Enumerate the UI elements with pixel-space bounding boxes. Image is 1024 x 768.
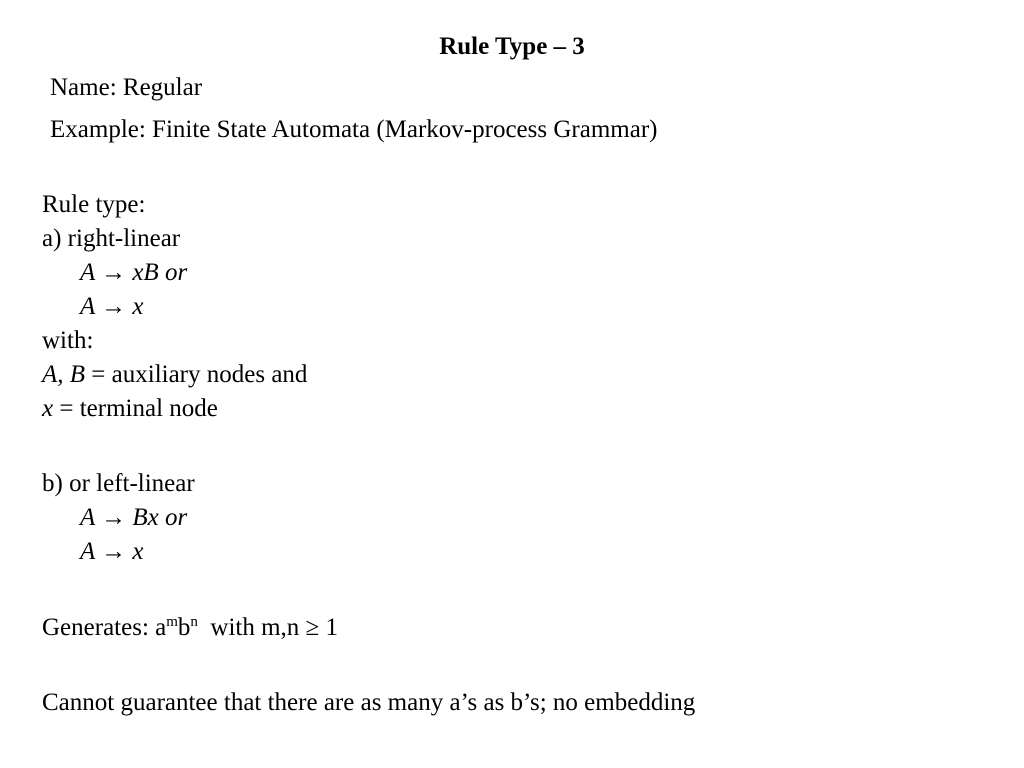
- generates-line: [42, 612, 338, 644]
- rule-lhs: A: [80, 293, 95, 320]
- generates-prefix: Generates: a: [42, 614, 167, 641]
- conclusion-line: Cannot guarantee that there are as many a’s as b’s; no embedding: [42, 689, 696, 716]
- name-line: Name: Regular: [50, 74, 203, 101]
- definition-equals: =: [85, 361, 112, 388]
- definition-symbol: x: [42, 395, 54, 422]
- rule-connector: or: [164, 504, 188, 531]
- definition-text: terminal node: [79, 395, 218, 422]
- rule-rhs: x: [132, 538, 144, 565]
- part-a-rule-1: [80, 257, 187, 289]
- rule-rhs: x: [132, 293, 144, 320]
- rule-lhs: A: [80, 504, 95, 531]
- rule-rhs: Bx: [132, 504, 159, 531]
- generates-suffix: with m,n ≥ 1: [197, 614, 339, 641]
- example-line: Example: Finite State Automata (Markov-process Grammar): [50, 116, 658, 143]
- definition-text: auxiliary nodes and: [111, 361, 308, 388]
- slide-title: Rule Type – 3: [439, 33, 585, 60]
- rule-type-label: Rule type:: [42, 191, 146, 218]
- part-b-rule-2: [80, 536, 143, 568]
- rule-lhs: A: [80, 259, 95, 286]
- part-b-label: b) or left-linear: [42, 470, 195, 497]
- arrow-symbol: →: [101, 504, 127, 531]
- exponent-m: m: [166, 614, 178, 630]
- arrow-symbol: →: [101, 259, 127, 286]
- arrow-symbol: →: [101, 293, 127, 320]
- rule-lhs: A: [80, 538, 95, 565]
- definition-auxiliary: [42, 359, 307, 391]
- exponent-n: n: [190, 614, 198, 630]
- arrow-symbol: →: [101, 538, 127, 565]
- definition-terminal: [42, 393, 218, 425]
- generates-b: b: [177, 614, 191, 641]
- definition-equals: =: [53, 395, 80, 422]
- rule-connector: or: [164, 259, 188, 286]
- part-a-rule-2: [80, 291, 143, 323]
- part-a-label: a) right-linear: [42, 225, 181, 252]
- definition-symbol: A, B: [42, 361, 86, 388]
- with-label: with:: [42, 327, 94, 354]
- rule-rhs: xB: [132, 259, 159, 286]
- part-b-rule-1: [80, 502, 187, 534]
